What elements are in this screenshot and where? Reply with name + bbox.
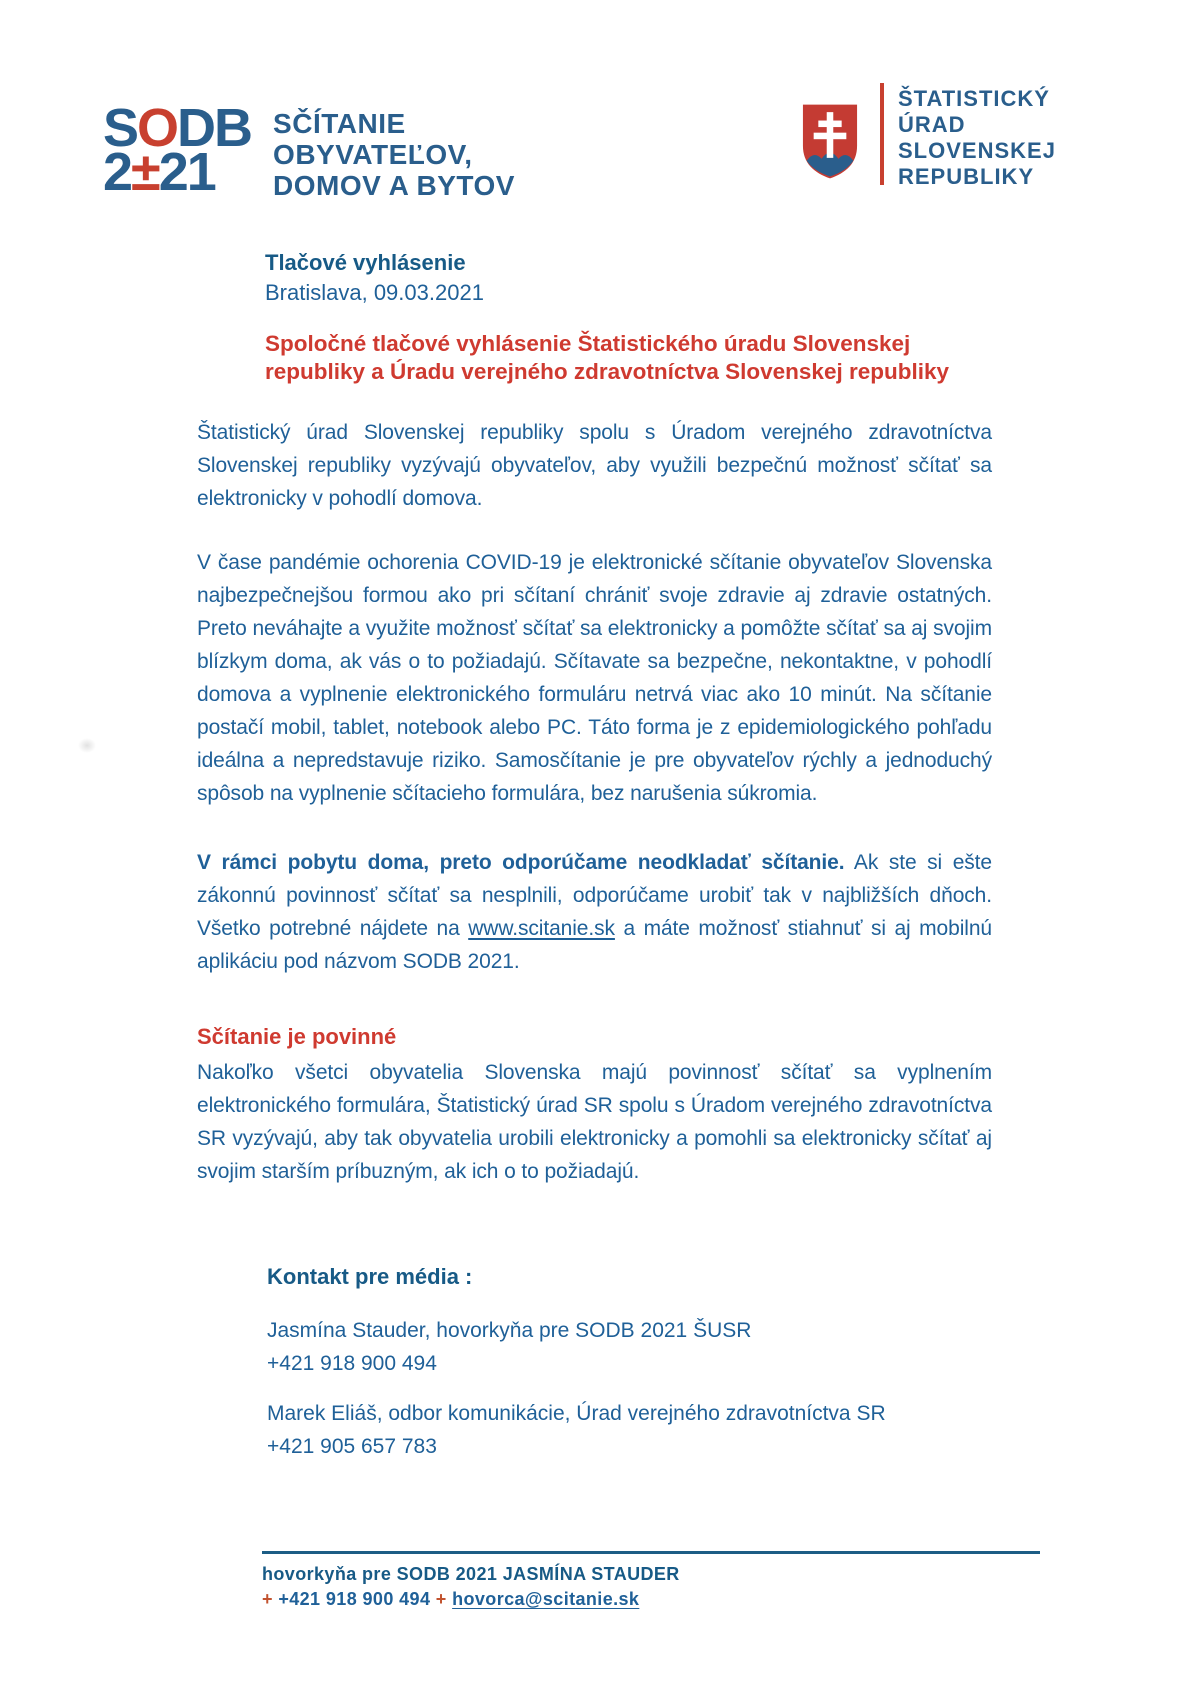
org-name-line: ÚRAD <box>898 112 966 137</box>
logo-letter: DB <box>177 98 252 158</box>
sodb-2021-logo <box>103 98 515 202</box>
contact-phone: +421 918 900 494 <box>267 1352 437 1375</box>
plus-marker-icon: + <box>435 1589 447 1609</box>
footer-spokesperson: hovorkyňa pre SODB 2021 JASMÍNA STAUDER <box>262 1564 680 1584</box>
text-run: a máte možnosť stiahnuť si aj mobilnú aplikáciu pod názvom SODB 2021. <box>197 917 992 973</box>
scan-artifact <box>78 738 96 753</box>
document-type-heading: Tlačové vyhlásenie <box>265 250 466 275</box>
media-contact-heading: Kontakt pre média : <box>267 1264 473 1289</box>
caption-line: DOMOV A BYTOV <box>273 170 515 201</box>
contact-entry <box>267 1314 751 1380</box>
paragraph-call-to-action <box>197 846 992 978</box>
logo-letter-accent: O <box>137 98 178 158</box>
paragraph-mandatory: Nakoľko všetci obyvatelia Slovenska majú povinnosť sčítať sa vyplnením elektronického formulára, Štatistický úrad SR spolu s Úradom verejného zdravotníctva SR vyzývajú, aby tak obyvatelia urobili elektronicky a pomohli sa elektronicky sčítať aj svojim starším príbuzným, ak ich o to požiadajú. <box>197 1061 992 1183</box>
logo-divider <box>880 83 884 185</box>
dateline: Bratislava, 09.03.2021 <box>265 280 484 305</box>
logo-letter: S <box>103 98 138 158</box>
footer-contact-line <box>262 1587 639 1611</box>
paragraph-pandemic: V čase pandémie ochorenia COVID-19 je elektronické sčítanie obyvateľov Slovenska najbezpečnejšou formou ako pri sčítaní chrániť svoje zdravie aj zdravie ostatných. Preto neváhajte a využite možnosť sčítať sa elektronicky a pomôžte sčítať sa aj svojim blízkym doma, ak vás o to požiadajú. Sčítavate sa bezpečne, nekontaktne, v pohodlí domova a vyplnenie elektronického formuláru netrvá viac ako 10 minút. Na sčítanie postačí mobil, tablet, notebook alebo PC. Táto forma je z epidemiologického pohľadu ideálna a nepredstavuje riziko. Samosčítanie je pre obyvateľov rýchly a jednoduchý spôsob na vyplnenie sčítacieho formulára, bez narušenia súkromia. <box>197 551 992 805</box>
document-meta <box>265 248 484 308</box>
scitanie-website-link[interactable]: www.scitanie.sk <box>468 917 615 940</box>
text-run: Ak ste si ešte zákonnú povinnosť sčítať sa nesplnili, odporúčame urobiť tak v najbližších dňoch. Všetko potrebné nájdete na <box>197 851 992 940</box>
statistical-office-name <box>898 86 1056 190</box>
sodb-logo-caption <box>273 106 515 201</box>
sodb-logo-wordmark <box>103 98 252 202</box>
org-name-line: ŠTATISTICKÝ <box>898 86 1050 111</box>
headline: Spoločné tlačové vyhlásenie Štatistického úradu Slovenskej republiky a Úradu verejného zdravotníctva Slovenskej republiky <box>265 331 949 384</box>
org-name-line: SLOVENSKEJ <box>898 138 1056 163</box>
statistical-office-logo <box>802 83 1102 195</box>
plus-marker-icon: + <box>262 1589 273 1609</box>
paragraph-intro: Štatistický úrad Slovenskej republiky spolu s Úradom verejného zdravotníctva Slovenskej republiky vyzývajú obyvateľov, aby využili bezpečnú možnosť sčítať sa elektronicky v pohodlí domova. <box>197 421 992 510</box>
logo-plusminus: ± <box>131 142 159 202</box>
caption-line: OBYVATEĽOV, <box>273 139 473 170</box>
logo-digit: 21 <box>158 142 215 202</box>
section-heading-mandatory: Sčítanie je povinné <box>197 1024 397 1049</box>
slovak-coat-of-arms-icon <box>802 103 858 181</box>
contact-phone: +421 905 657 783 <box>267 1435 437 1458</box>
caption-line: SČÍTANIE <box>273 108 406 139</box>
logo-digit: 2 <box>103 142 132 202</box>
contact-entry <box>267 1397 886 1463</box>
bold-sentence: V rámci pobytu doma, preto odporúčame neodkladať sčítanie. <box>197 851 845 874</box>
spokesperson-email-link[interactable]: hovorca@scitanie.sk <box>452 1589 640 1609</box>
org-name-line: REPUBLIKY <box>898 164 1035 189</box>
footer-phone: +421 918 900 494 <box>278 1589 431 1609</box>
footer-divider <box>262 1551 1040 1554</box>
contact-name: Marek Eliáš, odbor komunikácie, Úrad verejného zdravotníctva SR <box>267 1402 886 1425</box>
contact-name: Jasmína Stauder, hovorkyňa pre SODB 2021 ŠUSR <box>267 1319 752 1342</box>
